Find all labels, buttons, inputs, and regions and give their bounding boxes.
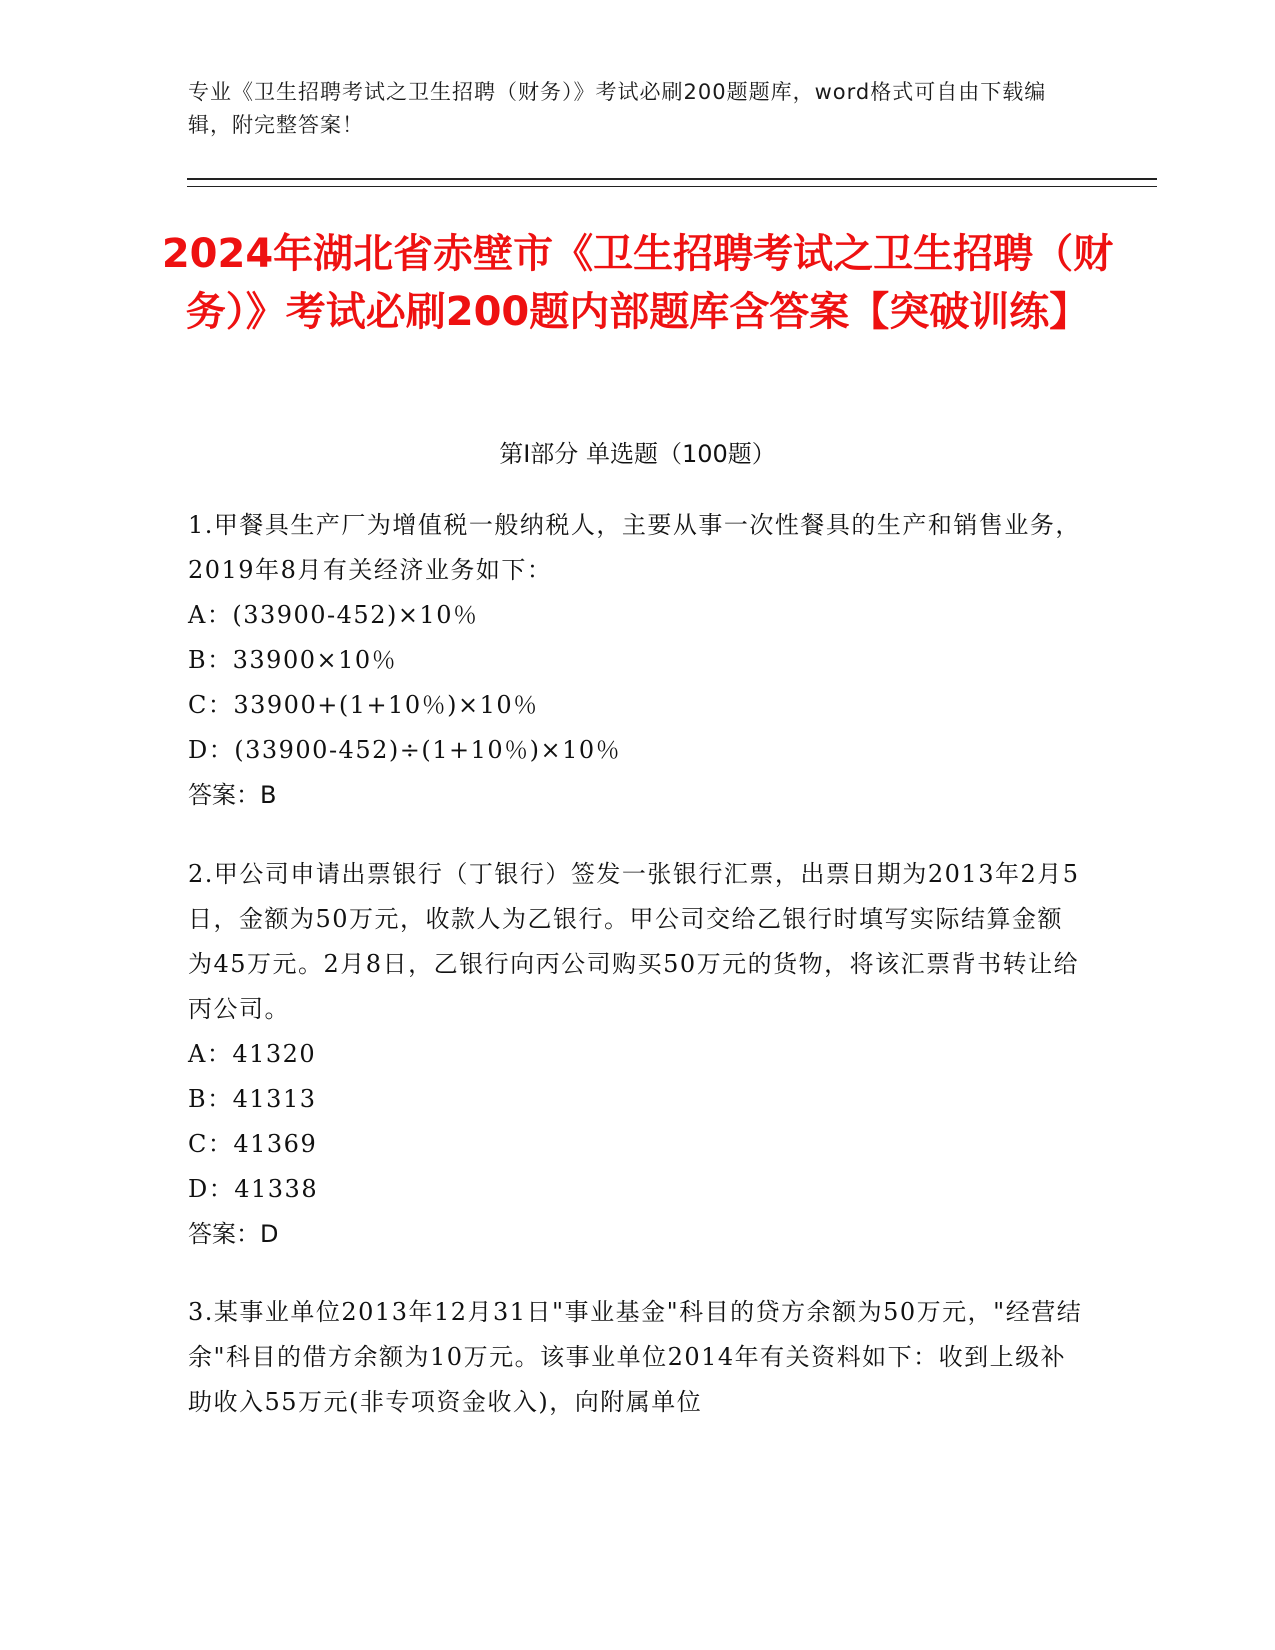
question-text: 2.甲公司申请出票银行（丁银行）签发一张银行汇票，出票日期为2013年2月5日，金额为50万元，收款人为乙银行。甲公司交给乙银行时填写实际结算金额为45万元。2月8日，乙银行向丙公司购买50万元的货物，将该汇票背书转让给丙公司。 bbox=[188, 860, 1080, 1023]
option-d: D：41338 bbox=[188, 1175, 319, 1203]
question-1 bbox=[188, 503, 1088, 818]
option-a: A：41320 bbox=[188, 1040, 317, 1068]
header-note: 专业《卫生招聘考试之卫生招聘（财务）》考试必刷200题题库，word格式可自由下载编辑，附完整答案！ bbox=[188, 80, 1047, 137]
answer: 答案：B bbox=[188, 781, 277, 809]
header-rule-thick bbox=[187, 178, 1157, 180]
document-title: 2024年湖北省赤壁市《卫生招聘考试之卫生招聘（财务）》考试必刷200题内部题库含答案【突破训练】 bbox=[161, 231, 1114, 335]
header-rule-thin bbox=[187, 186, 1157, 187]
question-2 bbox=[188, 852, 1088, 1257]
section-heading: 第I部分 单选题（100题） bbox=[499, 440, 776, 468]
option-c: C：33900+(1+10％)×10％ bbox=[188, 691, 539, 719]
question-text: 3.某事业单位2013年12月31日"事业基金"科目的贷方余额为50万元，"经营结余"科目的借方余额为10万元。该事业单位2014年有关资料如下：收到上级补助收入55万元(非专项资金收入)，向附属单位 bbox=[188, 1298, 1083, 1416]
question-3 bbox=[188, 1290, 1088, 1425]
option-b: B：41313 bbox=[188, 1085, 317, 1113]
option-b: B：33900×10％ bbox=[188, 646, 398, 674]
question-text: 1.甲餐具生产厂为增值税一般纳税人，主要从事一次性餐具的生产和销售业务，2019年8月有关经济业务如下： bbox=[188, 511, 1081, 584]
option-c: C：41369 bbox=[188, 1130, 318, 1158]
option-a: A：(33900-452)×10％ bbox=[188, 601, 479, 629]
option-d: D：(33900-452)÷(1+10％)×10％ bbox=[188, 736, 622, 764]
answer: 答案：D bbox=[188, 1220, 279, 1248]
